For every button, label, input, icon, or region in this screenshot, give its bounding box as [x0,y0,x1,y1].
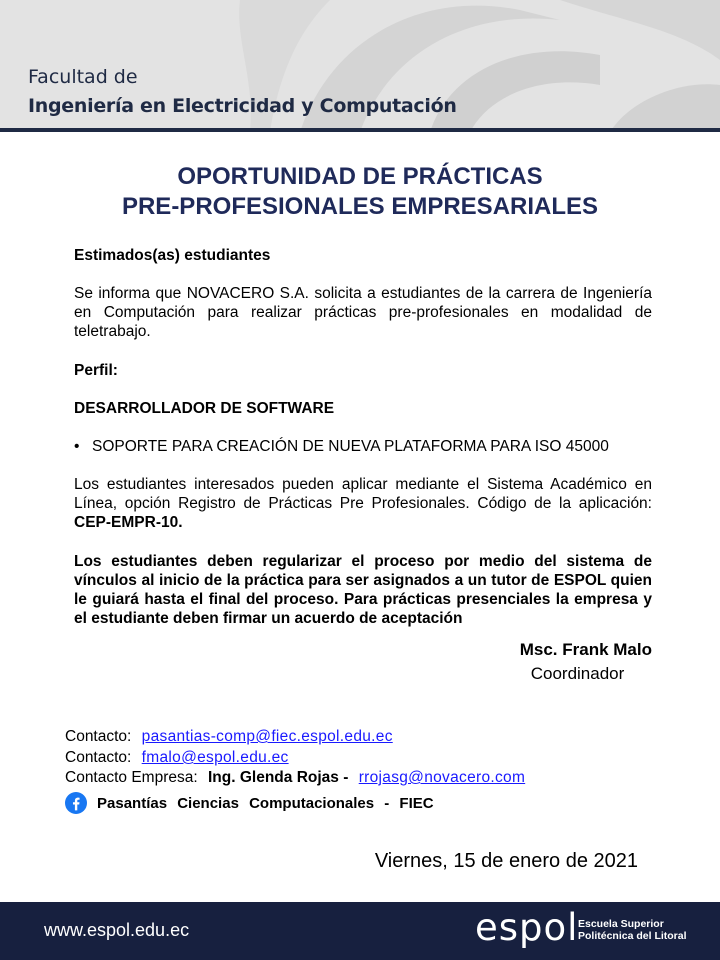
intro-paragraph: Se informa que NOVACERO S.A. solicita a estudiantes de la carrera de Ingeniería en Computación para realizar prácticas pre-profesionales en modalidad de teletrabajo. [74,285,652,340]
contact-label: Contacto Empresa: [65,769,198,786]
facebook-page-name: Pasantías Ciencias Computacionales - FIEC [97,794,434,812]
contact-row-1 [65,727,393,746]
espol-logo-subtitle [578,918,687,942]
perfil-label: Perfil: [74,362,118,379]
title-line2: PRE-PROFESIONALES EMPRESARIALES [121,193,599,220]
signer-role: Coordinador [530,664,625,683]
bullet-marker: • [74,438,80,455]
contact-row-company [65,768,525,787]
apply-paragraph [74,475,652,532]
signer-name: Msc. Frank Malo [519,640,652,659]
greeting: Estimados(as) estudiantes [74,247,271,264]
publication-date: Viernes, 15 de enero de 2021 [374,850,638,872]
facebook-link[interactable] [65,791,434,815]
contact-row-2 [65,748,289,767]
bullet-item [74,437,652,456]
bullet-text: SOPORTE PARA CREACIÓN DE NUEVA PLATAFORMA PARA ISO 45000 [92,438,609,455]
logo-subtitle-line1: Escuela Superior [578,918,664,930]
espol-logo: espol [475,906,579,949]
title-line1: OPORTUNIDAD DE PRÁCTICAS [177,163,543,190]
notice-paragraph: Los estudiantes deben regularizar el proceso por medio del sistema de vínculos al inicio de la práctica para ser asignados a un tutor de ESPOL quien le guiará hasta el final del proceso. Para prácticas presenciales la empresa y el estudiante deben firmar un acuerdo de aceptación [74,553,652,627]
role-title: DESARROLLADOR DE SOFTWARE [74,400,335,417]
footer-bar [0,902,720,960]
header-band [0,0,720,132]
faculty-name-line2: Ingeniería en Electricidad y Computación [28,95,457,117]
facebook-icon [65,792,87,814]
logo-subtitle-line2: Politécnica del Litoral [578,930,687,942]
page-title [0,162,720,222]
contact-email-link[interactable]: pasantias-comp@fiec.espol.edu.ec [141,728,393,745]
application-code: CEP-EMPR-10. [74,514,183,531]
contact-label: Contacto: [65,749,132,766]
contact-label: Contacto: [65,728,132,745]
header-divider [0,128,720,132]
contact-email-link[interactable]: fmalo@espol.edu.ec [141,749,289,766]
website-link[interactable]: www.espol.edu.ec [44,920,190,940]
company-contact-person: Ing. Glenda Rojas - [208,769,349,786]
company-email-link[interactable]: rrojasg@novacero.com [358,769,526,786]
faculty-name-line1: Facultad de [28,66,138,88]
apply-text: Los estudiantes interesados pueden aplicar mediante el Sistema Académico en Línea, opción Registro de Prácticas Pre Profesionales. Código de la aplicación: [74,476,652,512]
